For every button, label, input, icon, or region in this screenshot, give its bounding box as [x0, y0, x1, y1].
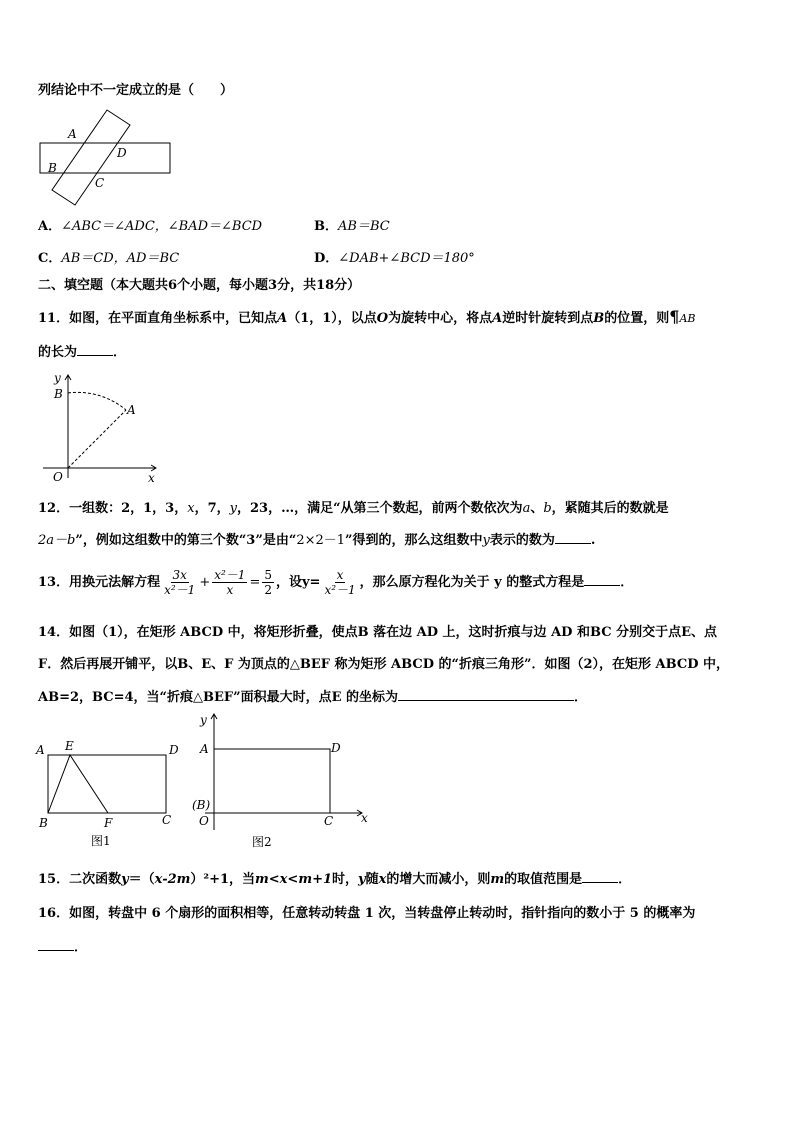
fig1-label-b: B: [39, 816, 48, 830]
q12-line2: 2a－b”，例如这组数中的第三个数“3”是由“2×2－1”得到的，那么这组数中y表示的数为 .: [38, 533, 596, 548]
fig1-label-a: A: [36, 743, 45, 757]
q11-line2: 的长为 ．: [38, 345, 127, 360]
fig2-label-o: O: [199, 814, 209, 828]
fig2-label-a: A: [200, 742, 209, 756]
q10-label-a: A: [68, 127, 77, 141]
fig2-label-c: C: [324, 814, 334, 828]
q15-line: 15．二次函数y＝（x-2m）²+1，当m<x<m+1时，y随x的增大而减小，则m的取值范围是 ．: [38, 872, 632, 887]
answer-blank[interactable]: [584, 573, 620, 586]
q14-line3: AB=2，BC=4，当“折痕△BEF”面积最大时，点E 的坐标为 ．: [38, 690, 588, 705]
answer-blank[interactable]: [555, 531, 591, 544]
fraction-4: $\frac{x}{\text{x²－1}}$: [324, 568, 356, 597]
fraction-2: $\frac{\text{x²－1}}{x}$: [214, 568, 246, 597]
q14-figure-2: [190, 712, 375, 852]
fraction-3: $\frac{5}{2}$: [264, 568, 272, 597]
q14-figure-1: [36, 738, 186, 850]
q11-label-a: A: [127, 403, 136, 417]
fig2-label-x: x: [361, 811, 368, 825]
q13-line: 13．用换元法解方程 $\frac{3x}{\text{x²－1}}$ + $\frac{\text{x²－1}}{x}$ = $\frac{5}{2}$ ，设y= $\frac{x}{\text{x²－1}}$ ，那么原方程化为关于 y 的整式方程是 ．: [38, 568, 634, 597]
fig2-label-y: y: [200, 713, 207, 727]
q10-figure: [30, 105, 180, 210]
horizontal-strip: [40, 143, 170, 173]
fig1-caption: 图1: [91, 834, 111, 848]
fig1-label-f: F: [104, 816, 113, 830]
fig2-label-b: (B): [192, 798, 211, 812]
rectangle-abcd: [48, 755, 166, 813]
q10-label-b: B: [48, 161, 57, 175]
q10-stem: 列结论中不一定成立的是（ ）: [38, 83, 234, 98]
q16-line2: ．: [38, 938, 87, 957]
segment-oa: [68, 410, 126, 468]
q11-label-x: x: [148, 471, 155, 485]
fig2-label-d: D: [331, 741, 341, 755]
q11-label-y: y: [54, 371, 61, 385]
q10-label-c: C: [95, 176, 105, 190]
fig2-caption: 图2: [252, 835, 272, 849]
answer-blank[interactable]: [582, 870, 618, 883]
q10-option-d: D．∠DAB+∠BCD＝180°: [314, 251, 475, 266]
q14-line2: F．然后再展开铺平，以B、E、F 为顶点的△BEF 称为矩形 ABCD 的“折痕三角形”．如图（2），在矩形 ABCD 中，: [38, 657, 730, 672]
q14-line1: 14．如图（1），在矩形 ABCD 中，将矩形折叠，使点B 落在边 AD 上，这时折痕与边 AD 和BC 分别交于点E、点: [38, 625, 717, 640]
fig1-label-c: C: [162, 813, 172, 827]
answer-blank[interactable]: [38, 938, 74, 951]
fold-triangle: [48, 755, 108, 813]
answer-blank[interactable]: [77, 343, 113, 356]
q11-label-o: O: [53, 470, 63, 484]
q10-option-c: C．AB＝CD，AD＝BC: [38, 251, 180, 266]
answer-blank[interactable]: [398, 688, 574, 701]
fig1-label-d: D: [169, 743, 179, 757]
fraction-1: $\frac{3x}{\text{x²－1}}$: [164, 568, 196, 597]
q11-figure: [38, 370, 168, 485]
arc-symbol: ¶: [669, 307, 680, 326]
rotation-arc: [68, 392, 126, 410]
q10-option-b: B．AB＝BC: [314, 219, 390, 234]
rectangle-abcd: [214, 749, 330, 813]
q12-line1: 12．一组数：2，1，3，x，7，y，23，…，满足“从第三个数起，前两个数依次为a、b，紧随其后的数就是: [38, 501, 669, 516]
q16-line1: 16．如图，转盘中 6 个扇形的面积相等，任意转动转盘 1 次，当转盘停止转动时，指针指向的数小于 5 的概率为: [38, 906, 696, 921]
q11-label-b: B: [54, 387, 63, 401]
q11-line1: 11．如图，在平面直角坐标系中，已知点A（1，1），以点O为旋转中心，将点A逆时针旋转到点B的位置，则¶AB: [38, 307, 696, 326]
q10-option-a: A．∠ABC＝∠ADC，∠BAD＝∠BCD: [38, 219, 263, 234]
fig1-label-e: E: [65, 739, 74, 753]
q10-label-d: D: [117, 146, 127, 160]
section-heading: 二、填空题（本大题共6个小题，每小题3分，共18分）: [38, 278, 361, 293]
